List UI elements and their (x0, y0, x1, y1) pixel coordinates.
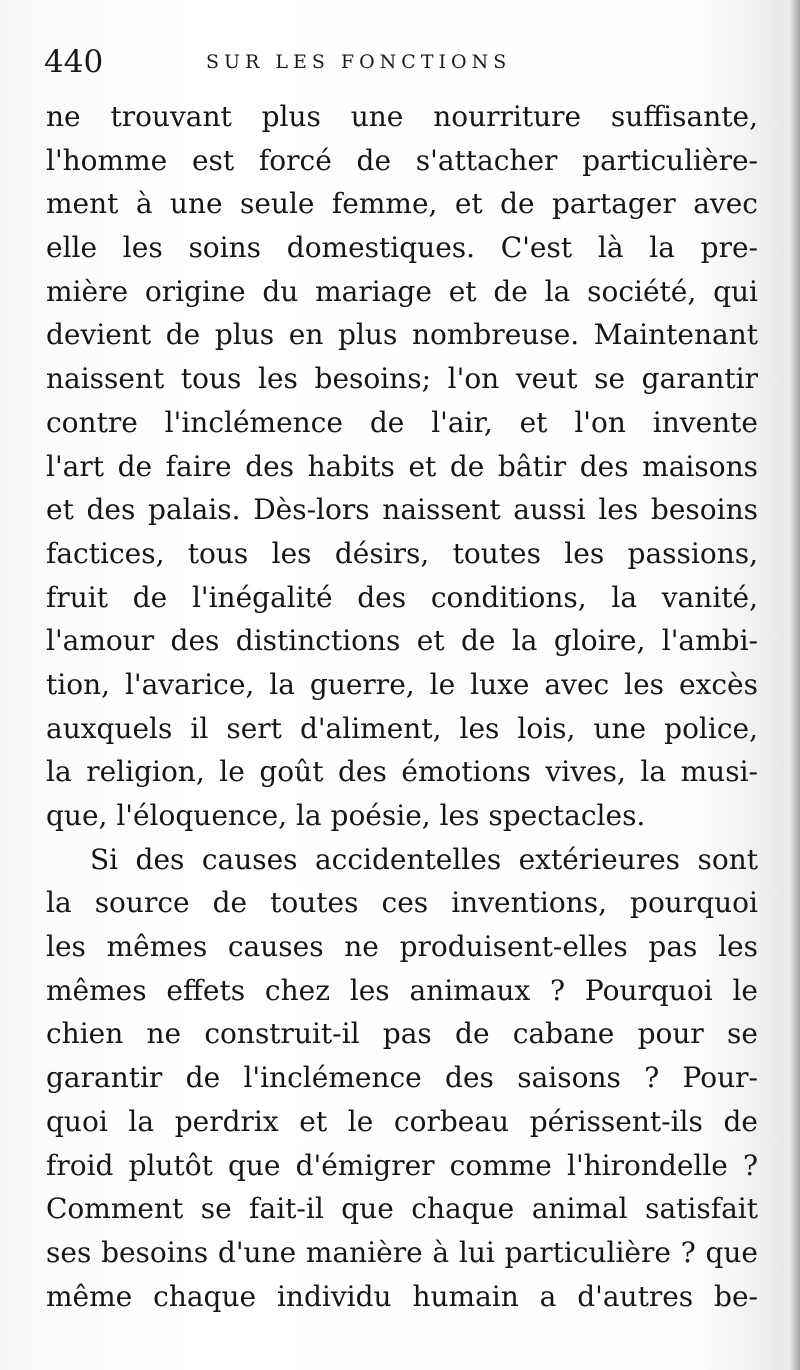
page-header (44, 44, 564, 80)
text-line: l'amour des distinctions et de la gloire, l'ambi- (46, 624, 758, 658)
paragraph-first-line: Si des causes accidentelles extérieures sont (90, 842, 758, 876)
text-line: contre l'inclémence de l'air, et l'on invente (46, 405, 758, 439)
text-line: naissent tous les besoins; l'on veut se garantir (46, 362, 758, 396)
text-line: elle les soins domestiques. C'est là la pre- (46, 231, 758, 265)
text-line: la source de toutes ces inventions, pourquoi (46, 886, 758, 920)
text-line: tion, l'avarice, la guerre, le luxe avec les excès (46, 667, 758, 701)
text-line: Comment se fait-il que chaque animal satisfait (46, 1192, 758, 1226)
text-line: même chaque individu humain a d'autres be- (46, 1279, 758, 1313)
text-line: mêmes effets chez les animaux ? Pourquoi le (46, 973, 758, 1007)
text-line: la religion, le goût des émotions vives, la musi- (46, 755, 758, 789)
text-line: et des palais. Dès-lors naissent aussi les besoins (46, 493, 758, 527)
text-line: auxquels il sert d'aliment, les lois, une police, (46, 711, 758, 745)
text-line: ses besoins d'une manière à lui particulière ? que (46, 1235, 758, 1269)
page-number: 440 (44, 44, 104, 80)
body-text (46, 95, 758, 1318)
text-line: devient de plus en plus nombreuse. Maintenant (46, 318, 758, 352)
text-line: fruit de l'inégalité des conditions, la vanité, (46, 580, 758, 614)
text-line: chien ne construit-il pas de cabane pour se (46, 1017, 758, 1051)
running-title: SUR LES FONCTIONS (206, 51, 512, 73)
text-line: ne trouvant plus une nourriture suffisante, (46, 100, 758, 133)
text-line: l'homme est forcé de s'attacher particulière- (46, 143, 758, 177)
text-line: les mêmes causes ne produisent-elles pas les (46, 930, 758, 964)
text-line: ment à une seule femme, et de partager avec (46, 187, 758, 221)
text-line: que, l'éloquence, la poésie, les spectacles. (46, 799, 646, 832)
text-line: quoi la perdrix et le corbeau périssent-ils de (46, 1104, 758, 1138)
text-line: l'art de faire des habits et de bâtir des maisons (46, 449, 758, 483)
text-line: mière origine du mariage et de la société, qui (46, 274, 758, 308)
page-edge-shadow (790, 0, 800, 1370)
text-line: factices, tous les désirs, toutes les passions, (46, 536, 758, 570)
text-line: froid plutôt que d'émigrer comme l'hirondelle ? (46, 1148, 758, 1182)
text-line: garantir de l'inclémence des saisons ? Pour- (46, 1061, 758, 1095)
